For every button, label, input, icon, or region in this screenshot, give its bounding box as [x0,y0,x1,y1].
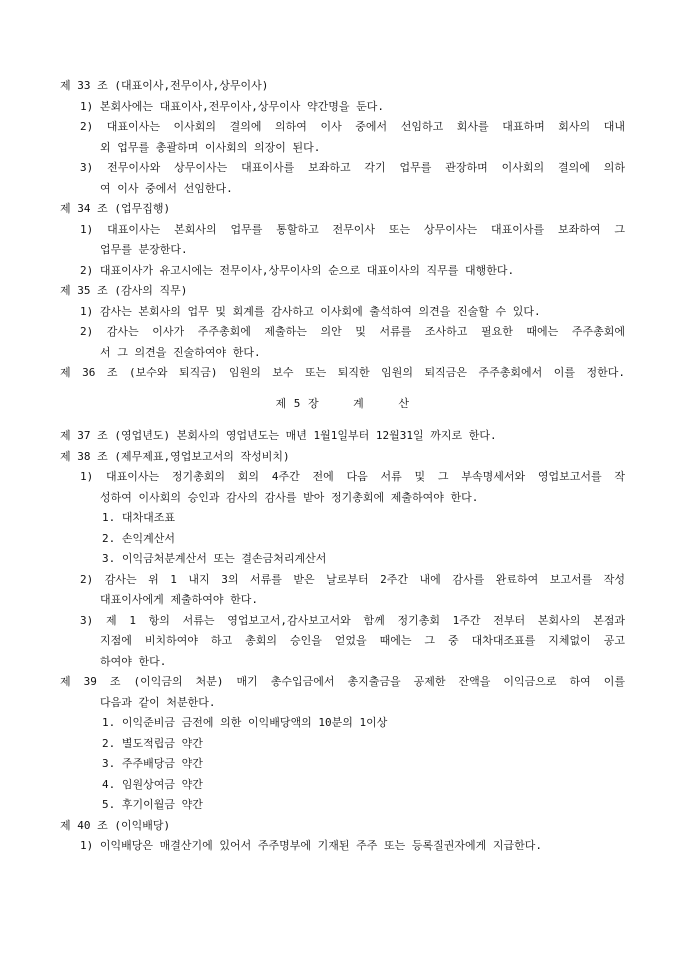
clause-line: 1) 대표이사는 본회사의 업무를 통할하고 전무이사 또는 상무이사는 대표이사를 보좌하여 그 [80,222,625,236]
clause-line: 1) 본회사에는 대표이사,전무이사,상무이사 약간명을 둔다. [80,99,384,113]
continuation-line: 하여야 한다. [100,654,167,668]
clause-line: 3) 제 1 항의 서류는 영업보고서,감사보고서와 함께 정기총회 1주간 전부터 본회사의 본점과 [80,613,625,627]
chapter-heading-part: 제 5 장 [275,396,320,410]
chapter-heading-part: 계 [353,396,365,410]
continuation-line: 서 그 의견을 진술하여야 한다. [100,345,261,359]
clause-line: 1) 이익배당은 매결산기에 있어서 주주명부에 기재된 주주 또는 등록질권자에게 지급한다. [80,839,543,852]
continuation-line: 대표이사에게 제출하여야 한다. [100,593,259,606]
list-item: 3. 이익금처분계산서 또는 결손금처리계산서 [102,552,327,565]
article-line: 제 37 조 (영업년도) 본회사의 영업년도는 매년 1월1일부터 12월31일 까지로 한다. [60,429,497,442]
continuation-line: 다음과 같이 처분한다. [100,695,216,709]
clause-line: 2) 대표이사는 이사회의 결의에 의하여 이사 중에서 선임하고 회사를 대표하며 회사의 대내 [80,120,625,133]
document-body [60,76,625,857]
clause-line: 2) 대표이사가 유고시에는 전무이사,상무이사의 순으로 대표이사의 직무를 대행한다. [80,263,515,277]
list-item: 2. 손익계산서 [102,531,175,545]
continuation-line: 외 업무를 총괄하며 이사회의 의장이 된다. [100,140,321,154]
clause-line: 1) 대표이사는 정기총회의 회의 4주간 전에 다음 서류 및 그 부속명세서와 영업보고서를 작 [80,470,625,483]
continuation-line: 여 이사 중에서 선임한다. [100,181,233,195]
list-item: 5. 후기이월금 약간 [102,798,203,811]
article-line: 제 34 조 (업무집행) [60,202,171,215]
list-item: 1. 대차대조표 [102,511,175,524]
list-item: 1. 이익준비금 금전에 의한 이익배당액의 10분의 1이상 [102,716,388,729]
article-line: 제 38 조 (제무제표,영업보고서의 작성비치) [60,449,290,463]
clause-line: 1) 감사는 본회사의 업무 및 회계를 감사하고 이사회에 출석하여 의견을 진술할 수 있다. [80,304,541,318]
continuation-line: 성하여 이사회의 승인과 감사의 감사를 받아 정기총회에 제출하여야 한다. [100,490,479,504]
list-item: 3. 주주배당금 약간 [102,757,203,770]
chapter-heading-part: 산 [398,396,410,410]
article-line: 제 36 조 (보수와 퇴직금) 임원의 보수 또는 퇴직한 임원의 퇴직금은 주주총회에서 이를 정한다. [60,366,625,379]
continuation-line: 지점에 비치하여야 하고 총회의 승인을 얻었을 때에는 그 중 대차대조표를 지체없이 공고 [100,634,625,647]
chapter-heading [60,394,625,415]
article-line: 제 39 조 (이익금의 처분) 매기 총수입금에서 총지출금을 공제한 잔액을 이익금으로 하여 이를 [60,675,625,688]
article-line: 제 33 조 (대표이사,전무이사,상무이사) [60,79,269,92]
list-item: 4. 임원상여금 약간 [102,777,203,791]
article-line: 제 40 조 (이익배당) [60,818,171,832]
clause-line: 3) 전무이사와 상무이사는 대표이사를 보좌하고 각기 업무를 관장하며 이사회의 결의에 의하 [80,161,625,174]
list-item: 2. 별도적립금 약간 [102,736,203,750]
continuation-line: 업무를 분장한다. [100,243,188,256]
article-line: 제 35 조 (감사의 직무) [60,284,188,297]
clause-line: 2) 감사는 이사가 주주총회에 제출하는 의안 및 서류를 조사하고 필요한 때에는 주주총회에 [80,325,625,338]
clause-line: 2) 감사는 위 1 내지 3의 서류를 받은 날로부터 2주간 내에 감사를 완료하여 보고서를 작성 [80,572,625,586]
